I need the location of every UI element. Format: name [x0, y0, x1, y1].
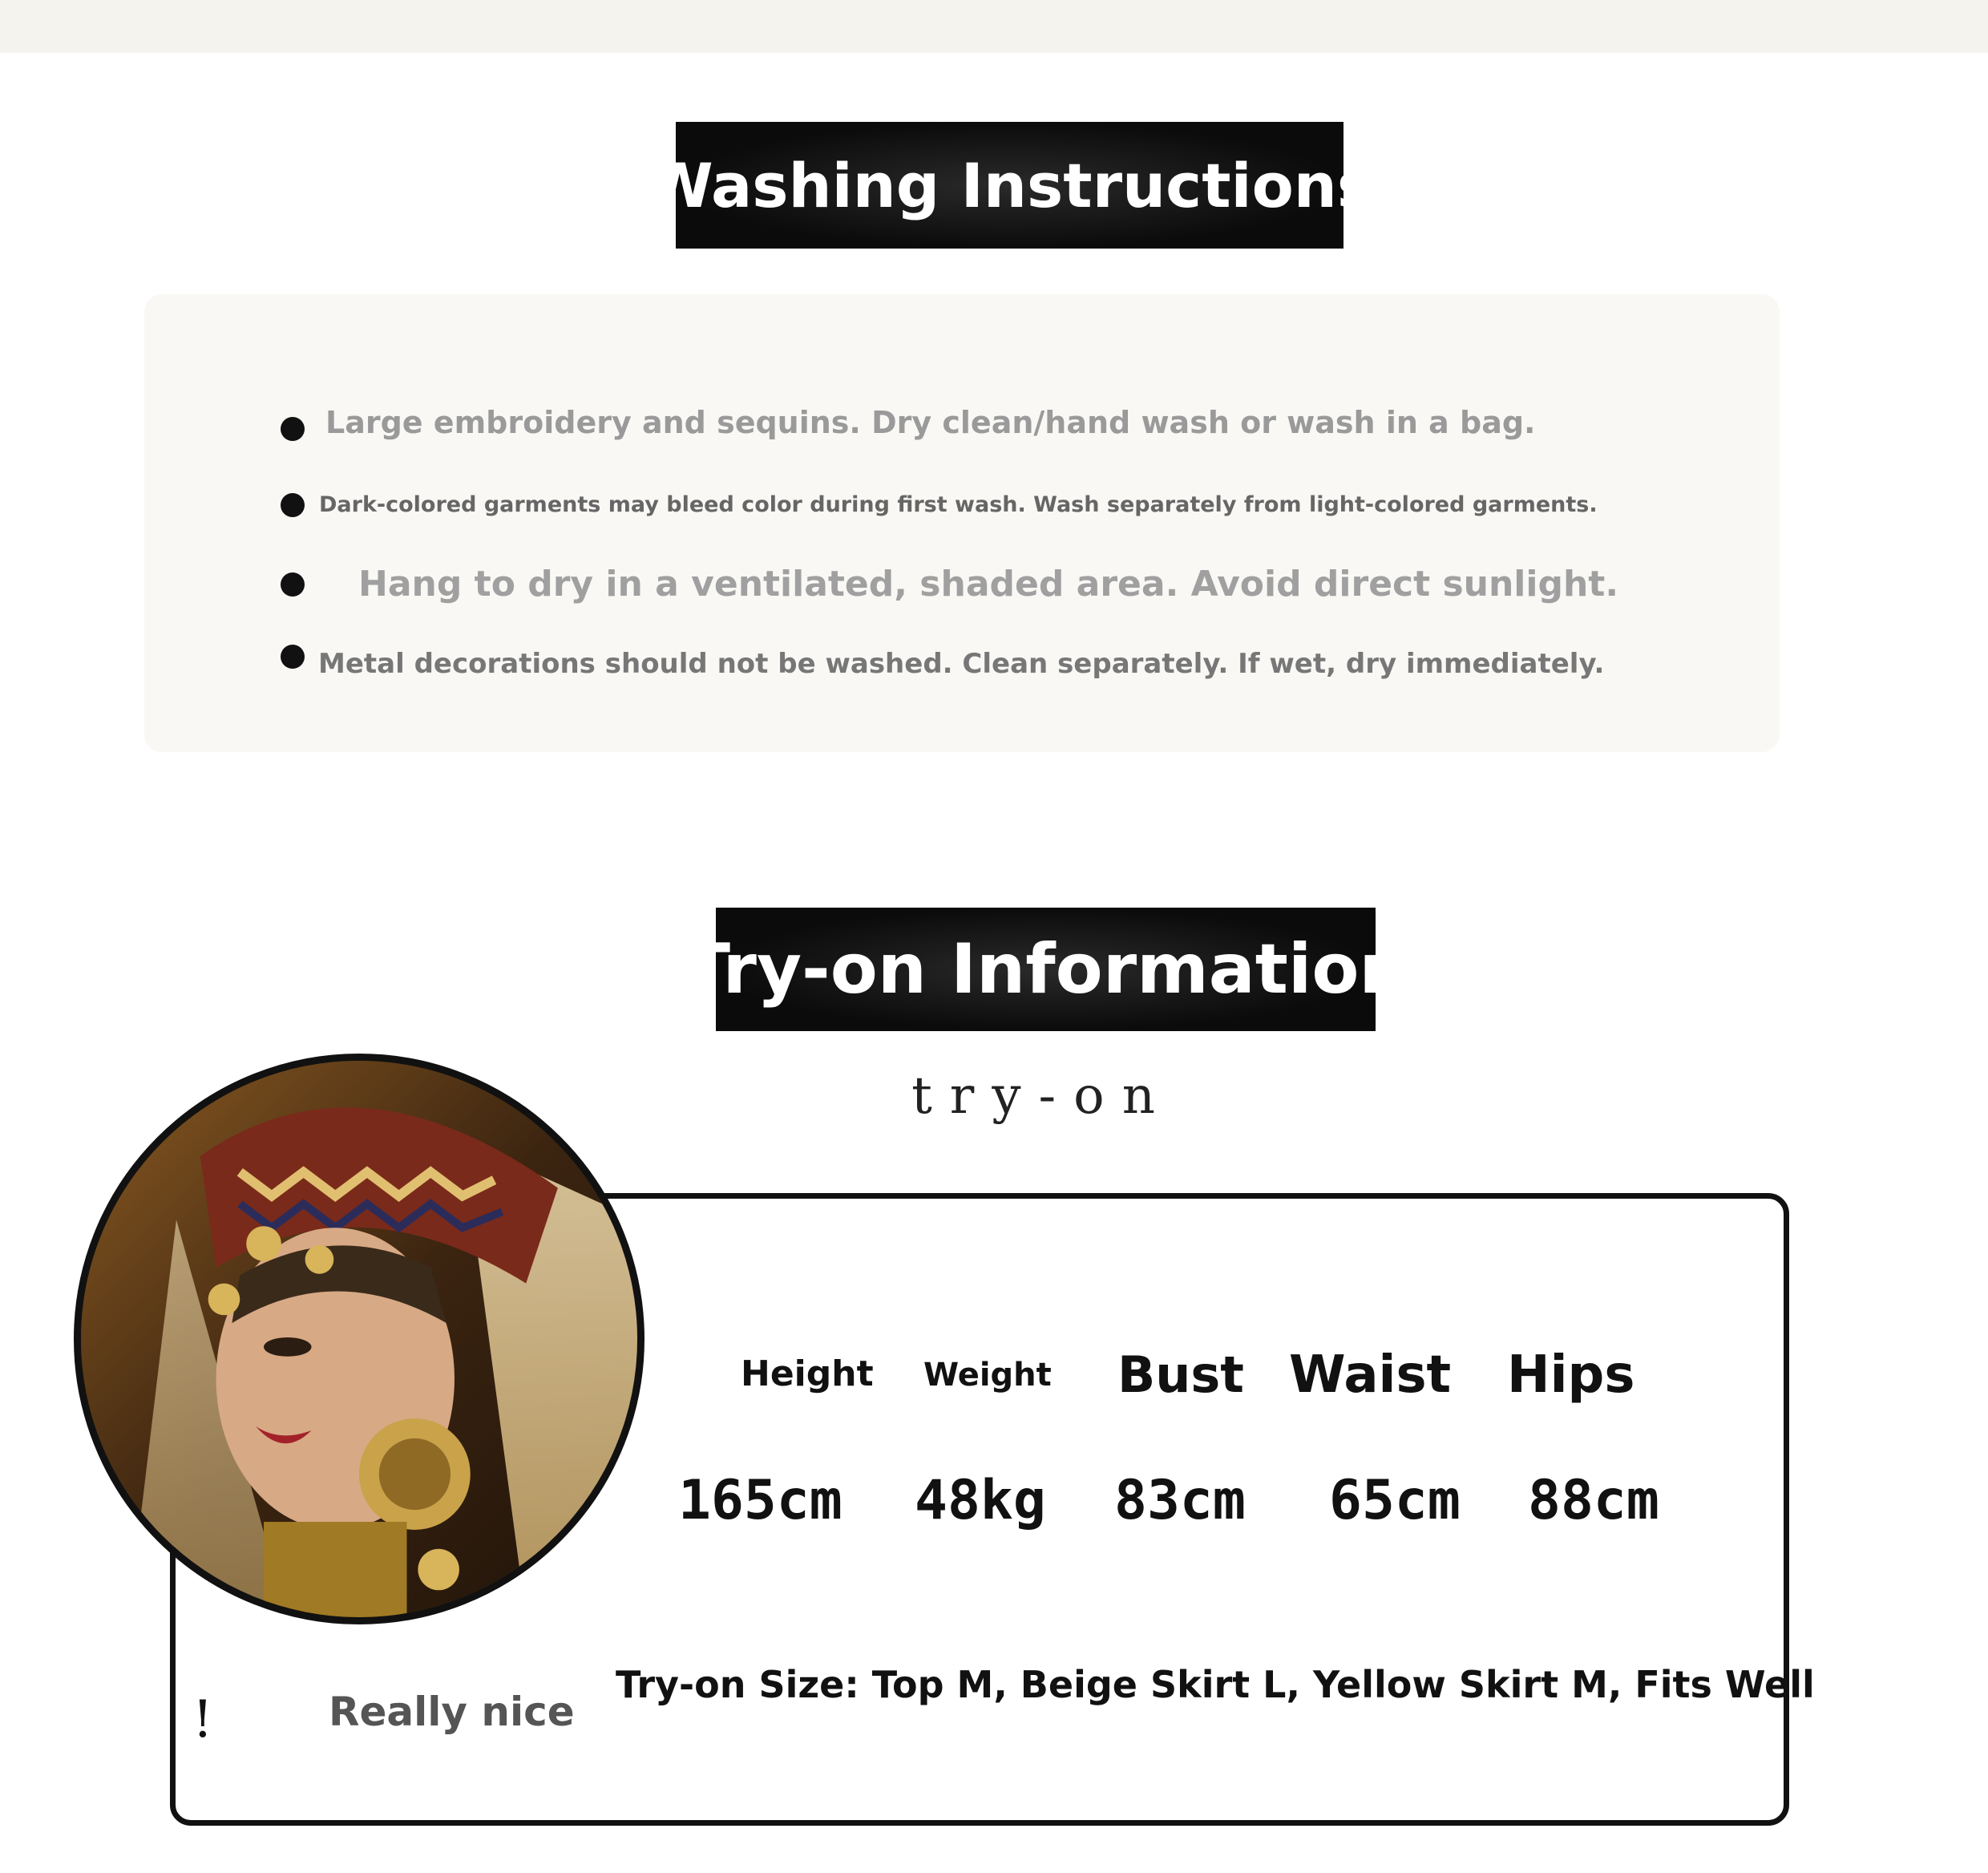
value-hips: 88cm: [1528, 1469, 1659, 1532]
washing-item: Metal decorations should not be washed. Clean separately. If wet, dry immediately.: [318, 648, 1605, 680]
washing-item: Dark-colored garments may bleed color during first wash. Wash separately from light-colored garments.: [319, 492, 1598, 517]
tryon-information-title: Try-on Information: [716, 908, 1376, 1031]
washing-item: Large embroidery and sequins. Dry clean/hand wash or wash in a bag.: [325, 405, 1536, 440]
bullet-icon: [281, 493, 305, 517]
bullet-icon: [281, 645, 305, 669]
tryon-subtitle: try-on: [911, 1066, 1173, 1126]
value-waist: 65cm: [1329, 1469, 1461, 1532]
review-text: Really nice: [329, 1689, 575, 1735]
bullet-icon: [281, 572, 305, 597]
top-strip: [0, 0, 1988, 53]
washing-instructions-card: [144, 294, 1780, 752]
bullet-icon: [281, 417, 305, 441]
review-mark: !: [192, 1690, 213, 1750]
header-waist: Waist: [1289, 1345, 1452, 1405]
value-bust: 83cm: [1114, 1469, 1246, 1532]
value-height: 165cm: [678, 1469, 842, 1532]
value-weight: 48kg: [915, 1469, 1046, 1532]
header-height: Height: [741, 1353, 874, 1394]
washing-item: Hang to dry in a ventilated, shaded area. Avoid direct sunlight.: [358, 564, 1619, 605]
header-weight: Weight: [923, 1357, 1052, 1394]
washing-instructions-title: Washing Instructions: [676, 122, 1344, 249]
tryon-size-note: Try-on Size: Top M, Beige Skirt L, Yellow Skirt M, Fits Well: [616, 1663, 1815, 1706]
header-hips: Hips: [1507, 1345, 1635, 1405]
model-photo: [74, 1054, 644, 1624]
header-bust: Bust: [1117, 1345, 1244, 1404]
